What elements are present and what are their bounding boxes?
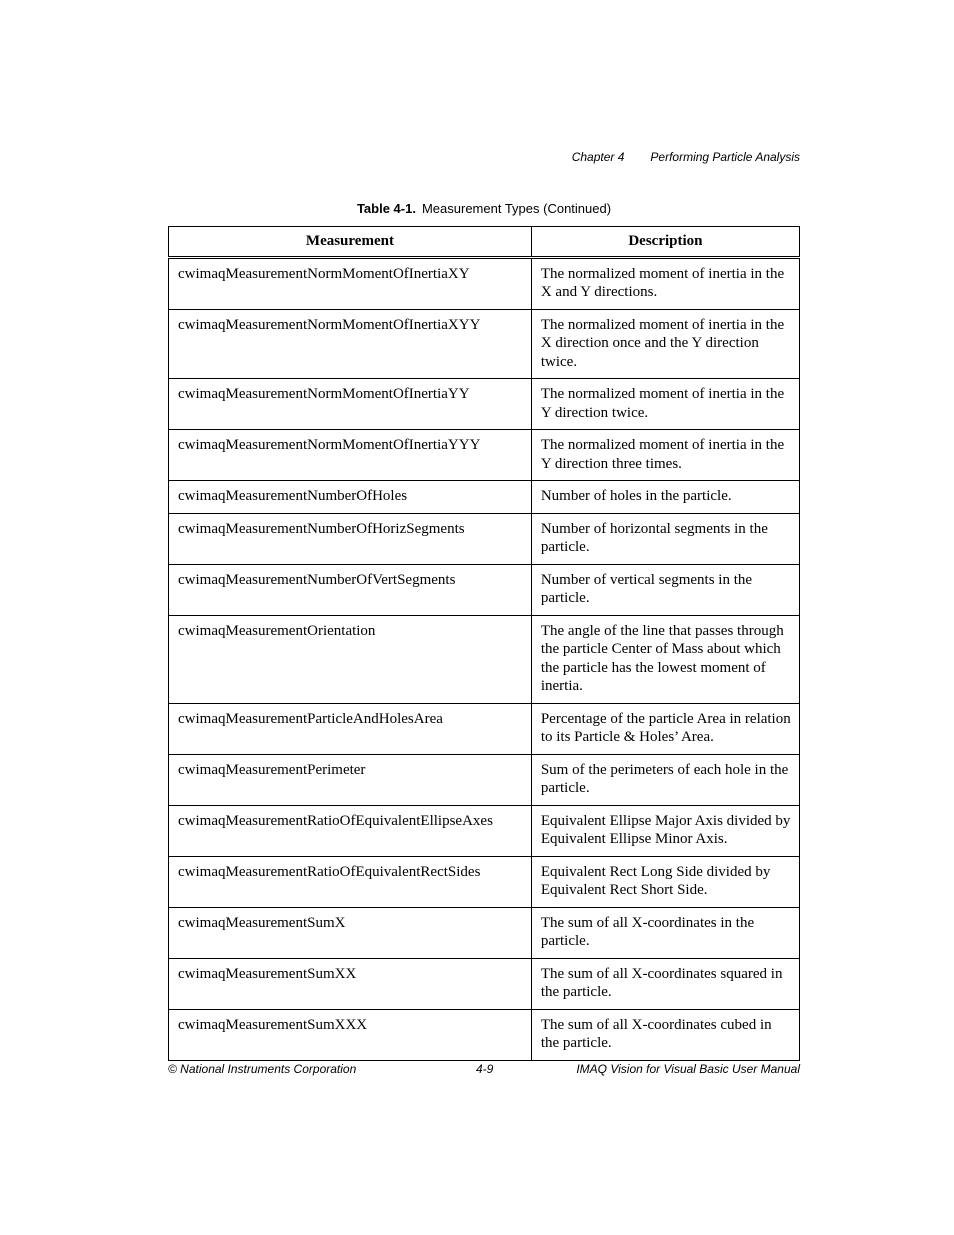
measurement-cell: cwimaqMeasurementOrientation [169, 615, 532, 703]
measurement-cell: cwimaqMeasurementNumberOfHorizSegments [169, 513, 532, 564]
measurement-cell: cwimaqMeasurementPerimeter [169, 754, 532, 805]
description-cell: Percentage of the particle Area in relation to its Particle & Holes’ Area. [531, 703, 799, 754]
table-row [169, 257, 800, 309]
description-cell: The sum of all X-coordinates squared in the particle. [531, 958, 799, 1009]
table-row [169, 754, 800, 805]
description-cell: The normalized moment of inertia in the Y direction twice. [531, 379, 799, 430]
measurement-cell: cwimaqMeasurementNormMomentOfInertiaXY [169, 257, 532, 309]
measurement-cell: cwimaqMeasurementParticleAndHolesArea [169, 703, 532, 754]
table-caption-text: Measurement Types (Continued) [421, 201, 612, 216]
description-cell: The sum of all X-coordinates in the particle. [531, 907, 799, 958]
table-row [169, 958, 800, 1009]
description-cell: Number of holes in the particle. [531, 481, 799, 514]
table-row [169, 430, 800, 481]
description-cell: The sum of all X-coordinates cubed in the particle. [531, 1009, 799, 1060]
measurement-cell: cwimaqMeasurementNumberOfVertSegments [169, 564, 532, 615]
table-row [169, 907, 800, 958]
table-row [169, 1009, 800, 1060]
table-header-row [169, 227, 800, 258]
measurement-cell: cwimaqMeasurementNormMomentOfInertiaXYY [169, 309, 532, 379]
column-header-description: Description [531, 227, 799, 258]
description-cell: Equivalent Rect Long Side divided by Equivalent Rect Short Side. [531, 856, 799, 907]
running-header [572, 150, 800, 164]
description-cell: The normalized moment of inertia in the X and Y directions. [531, 257, 799, 309]
table-row [169, 513, 800, 564]
measurement-types-table [168, 226, 800, 1061]
measurement-cell: cwimaqMeasurementNormMomentOfInertiaYYY [169, 430, 532, 481]
description-cell: The normalized moment of inertia in the Y direction three times. [531, 430, 799, 481]
table-row [169, 564, 800, 615]
table-row [169, 481, 800, 514]
column-header-measurement: Measurement [169, 227, 532, 258]
table-caption [168, 201, 800, 216]
table-row [169, 309, 800, 379]
table-row [169, 615, 800, 703]
measurement-cell: cwimaqMeasurementSumXX [169, 958, 532, 1009]
description-cell: Sum of the perimeters of each hole in the particle. [531, 754, 799, 805]
measurement-cell: cwimaqMeasurementSumX [169, 907, 532, 958]
table-row [169, 805, 800, 856]
table-row [169, 856, 800, 907]
table-row [169, 703, 800, 754]
table-body [169, 257, 800, 1060]
description-cell: The normalized moment of inertia in the X direction once and the Y direction twice. [531, 309, 799, 379]
table-row [169, 379, 800, 430]
footer-page-number: 4-9 [476, 1062, 494, 1076]
description-cell: Equivalent Ellipse Major Axis divided by Equivalent Ellipse Minor Axis. [531, 805, 799, 856]
measurement-table-container [168, 226, 800, 1061]
description-cell: The angle of the line that passes through the particle Center of Mass about which the particle has the lowest moment of inertia. [531, 615, 799, 703]
measurement-cell: cwimaqMeasurementNormMomentOfInertiaYY [169, 379, 532, 430]
table-caption-number: Table 4-1. [356, 201, 416, 216]
footer-manual-title: IMAQ Vision for Visual Basic User Manual [576, 1062, 800, 1076]
chapter-number: Chapter 4 [571, 150, 625, 164]
chapter-title: Performing Particle Analysis [650, 150, 800, 164]
measurement-cell: cwimaqMeasurementSumXXX [169, 1009, 532, 1060]
measurement-cell: cwimaqMeasurementRatioOfEquivalentRectSides [169, 856, 532, 907]
description-cell: Number of vertical segments in the particle. [531, 564, 799, 615]
measurement-cell: cwimaqMeasurementNumberOfHoles [169, 481, 532, 514]
footer-copyright: © National Instruments Corporation [168, 1062, 357, 1076]
measurement-cell: cwimaqMeasurementRatioOfEquivalentEllipseAxes [169, 805, 532, 856]
description-cell: Number of horizontal segments in the particle. [531, 513, 799, 564]
